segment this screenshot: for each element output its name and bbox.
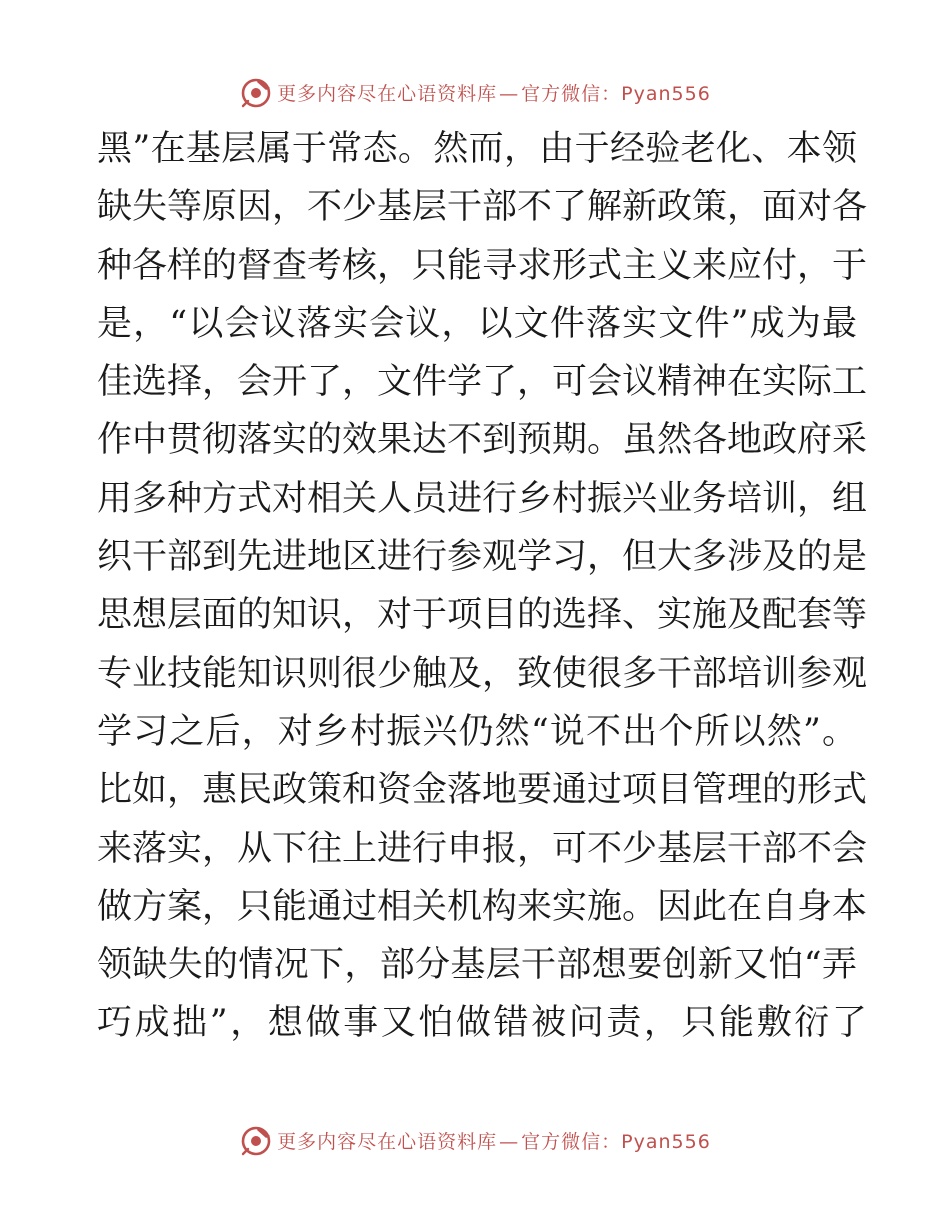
footer-dash: — [499, 1130, 520, 1153]
text-line-2: 缺失等原因，不少基层干部不了解新政策，面对各 [97, 187, 868, 228]
logo-icon [239, 1123, 273, 1157]
footer-brand: 更多内容尽在心语资料库 [277, 1130, 498, 1153]
text-line-8: 织干部到先进地区进行参观学习，但大多涉及的是 [97, 537, 868, 578]
text-line-11: 学习之后，对乡村振兴仍然“说不出个所以然”。 [97, 711, 857, 752]
text-line-10: 专业技能知识则很少触及，致使很多干部培训参观 [97, 653, 868, 694]
footer-text [277, 1127, 711, 1154]
text-line-12: 比如，惠民政策和资金落地要通过项目管理的形式 [97, 770, 868, 811]
text-line-4: 是，“以会议落实会议，以文件落实文件”成为最 [97, 303, 857, 344]
text-line-6: 作中贯彻落实的效果达不到预期。虽然各地政府采 [97, 420, 868, 461]
text-line-15: 领缺失的情况下，部分基层干部想要创新又怕“弄 [97, 945, 857, 986]
logo-icon [239, 75, 273, 109]
header-brand: 更多内容尽在心语资料库 [277, 82, 498, 105]
header-banner [0, 72, 950, 112]
footer-wechat: 官方微信：Pyan556 [521, 1130, 711, 1153]
header-wechat: 官方微信：Pyan556 [521, 82, 711, 105]
header-text [277, 79, 711, 106]
text-line-7: 用多种方式对相关人员进行乡村振兴业务培训，组 [97, 478, 868, 519]
footer-banner [0, 1120, 950, 1160]
text-line-16: 巧成拙”，想做事又怕做错被问责，只能敷衍了 [97, 1003, 870, 1044]
text-line-13: 来落实，从下往上进行申报，可不少基层干部不会 [97, 828, 868, 869]
text-line-1: 黑”在基层属于常态。然而，由于经验老化、本领 [97, 129, 857, 169]
text-line-3: 种各样的督查考核，只能寻求形式主义来应付，于 [97, 245, 868, 286]
text-line-5: 佳选择，会开了，文件学了，可会议精神在实际工 [97, 362, 868, 403]
text-line-14: 做方案，只能通过相关机构来实施。因此在自身本 [97, 886, 868, 927]
text-line-9: 思想层面的知识，对于项目的选择、实施及配套等 [97, 595, 868, 636]
header-dash: — [499, 82, 520, 105]
body-paragraph [97, 120, 870, 1053]
